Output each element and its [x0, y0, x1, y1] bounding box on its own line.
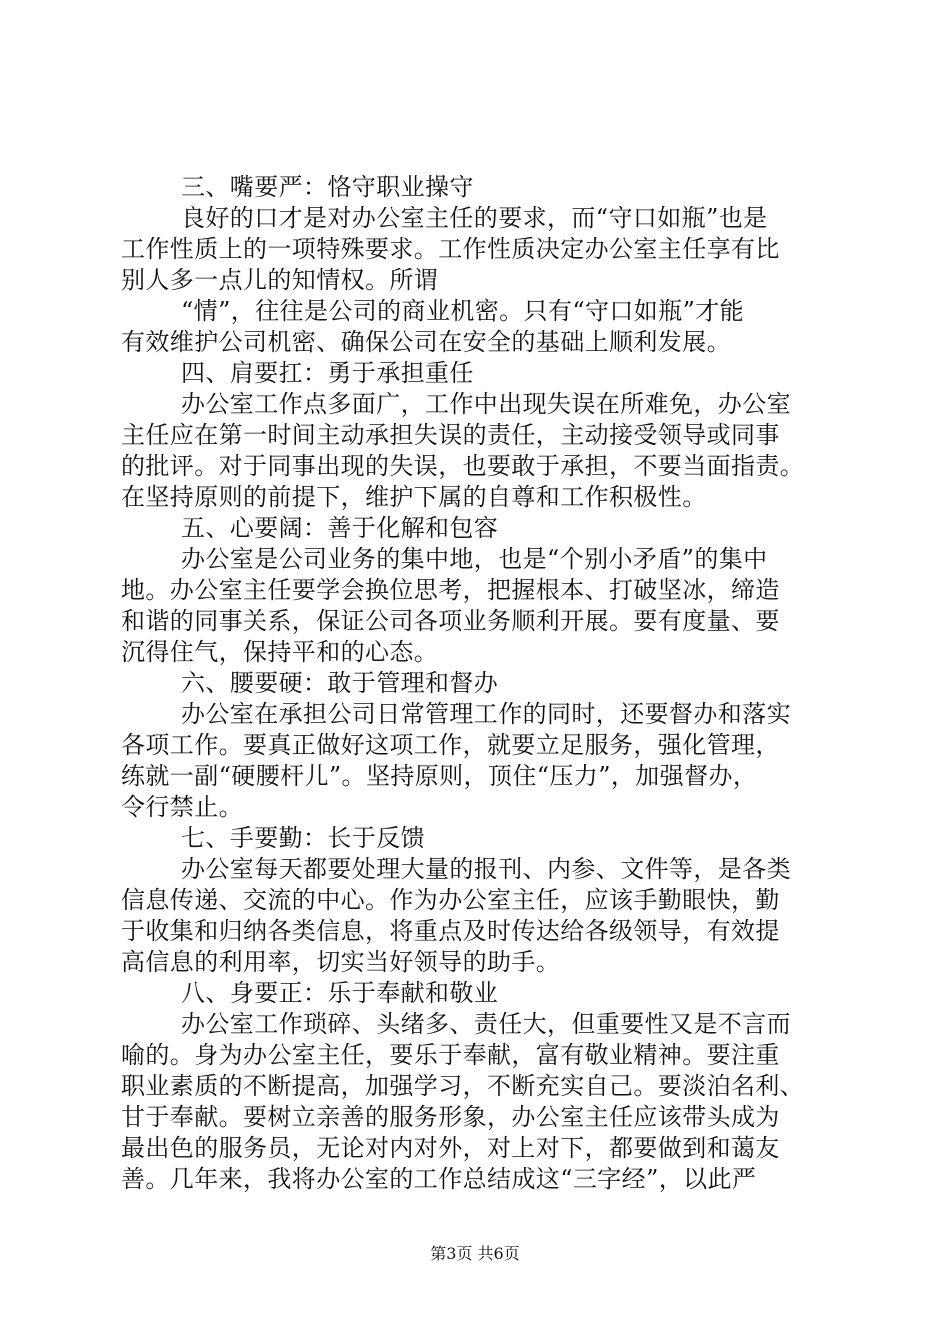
text-line: 令行禁止。: [121, 793, 243, 821]
text-line: 地。办公室主任要学会换位思考，把握根本、打破坚冰，缔造: [121, 576, 780, 604]
text-line: 在坚持原则的前提下，维护下属的自尊和工作积极性。: [121, 483, 707, 511]
text-line: 四、肩要扛：勇于承担重任: [181, 359, 474, 387]
text-line: 善。几年来，我将办公室的工作总结成这“三字经”，以此严: [121, 1165, 757, 1193]
text-line: 的批评。对于同事出现的失误，也要敢于承担，不要当面指责。: [121, 452, 805, 480]
text-line: 各项工作。要真正做好这项工作，就要立足服务，强化管理，: [121, 731, 780, 759]
text-line: 职业素质的不断提高，加强学习，不断充实自己。要淡泊名利、: [121, 1072, 805, 1100]
text-line: 最出色的服务员，无论对内对外，对上对下，都要做到和蔼友: [121, 1134, 780, 1162]
text-line: 甘于奉献。要树立亲善的服务形象，办公室主任应该带头成为: [121, 1103, 780, 1131]
text-line: 喻的。身为办公室主任，要乐于奉献，富有敬业精神。要注重: [121, 1041, 780, 1069]
text-line: 别人多一点儿的知情权。所谓: [121, 266, 439, 294]
text-line: 办公室是公司业务的集中地，也是“个别小矛盾”的集中: [181, 545, 768, 573]
text-line: 良好的口才是对办公室主任的要求，而“守口如瓶”也是: [181, 204, 768, 232]
text-line: 沉得住气，保持平和的心态。: [121, 638, 439, 666]
text-line: 三、嘴要严：恪守职业操守: [181, 173, 474, 201]
text-line: 于收集和归纳各类信息，将重点及时传达给各级领导，有效提: [121, 917, 780, 945]
text-line: “情”，往往是公司的商业机密。只有“守口如瓶”才能: [181, 297, 745, 325]
text-line: 六、腰要硬：敢于管理和督办: [181, 669, 499, 697]
text-line: 办公室工作琐碎、头绪多、责任大，但重要性又是不言而: [181, 1010, 791, 1038]
text-line: 八、身要正：乐于奉献和敬业: [181, 979, 499, 1007]
text-line: 练就一副“硬腰杆儿”。坚持原则，顶住“压力”，加强督办，: [121, 762, 758, 790]
text-line: 和谐的同事关系，保证公司各项业务顺利开展。要有度量、要: [121, 607, 780, 635]
text-line: 五、心要阔：善于化解和包容: [181, 514, 499, 542]
text-line: 信息传递、交流的中心。作为办公室主任，应该手勤眼快，勤: [121, 886, 780, 914]
text-line: 高信息的利用率，切实当好领导的助手。: [121, 948, 561, 976]
page-footer: 第3页 共6页: [430, 1244, 520, 1263]
text-line: 主任应在第一时间主动承担失误的责任，主动接受领导或同事: [121, 421, 780, 449]
text-line: 办公室每天都要处理大量的报刊、内参、文件等，是各类: [181, 855, 791, 883]
document-body: [121, 172, 836, 1195]
text-line: 办公室在承担公司日常管理工作的同时，还要督办和落实: [181, 700, 791, 728]
text-line: 七、手要勤：长于反馈: [181, 824, 425, 852]
text-line: 办公室工作点多面广，工作中出现失误在所难免，办公室: [181, 390, 791, 418]
text-line: 工作性质上的一项特殊要求。工作性质决定办公室主任享有比: [121, 235, 780, 263]
text-line: 有效维护公司机密、确保公司在安全的基础上顺利发展。: [121, 328, 731, 356]
